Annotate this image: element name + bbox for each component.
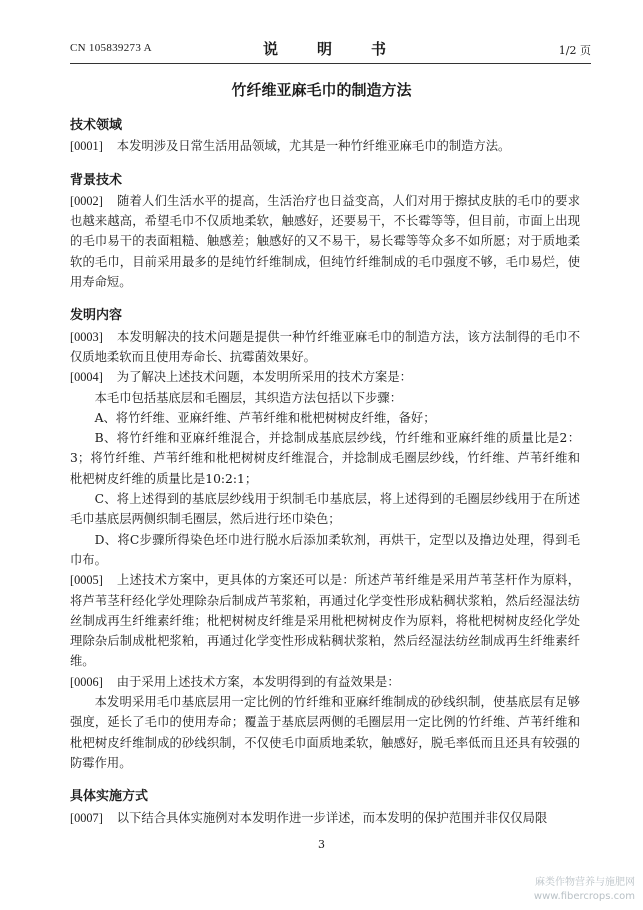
paragraph-number: [0005] — [70, 573, 103, 588]
paragraph-number: [0003] — [70, 329, 103, 344]
paragraph-0004 — [70, 367, 580, 387]
paragraph-text: 上述技术方案中，更具体的方案还可以是：所述芦苇纤维是采用芦苇茎杆作为原料，将芦苇茎秆经化学处理除杂后制成芦苇浆粕，再通过化学变性形成粘稠状浆粕，然后经湿法纺丝制成再生纤维素纤维；枇杷树树皮纤维是采用枇杷树树皮作为原料，将枇杷树树皮经化学处理除杂后制成枇杷浆粕，再通过化学变性形成粘稠状浆粕，然后经湿法纺丝制成再生纤维素纤维。 — [70, 573, 580, 669]
document-title: 竹纤维亚麻毛巾的制造方法 — [231, 81, 412, 99]
section-heading-embodiment: 具体实施方式 — [70, 789, 149, 805]
publication-number: CN 105839273 A — [70, 42, 152, 54]
paragraph-number: [0002] — [70, 193, 103, 208]
paragraph-0001 — [70, 136, 580, 156]
paragraph-text: 为了解决上述技术问题，本发明所采用的技术方案是： — [116, 370, 412, 385]
watermark-url: www.fibercrops.com — [533, 891, 635, 902]
document-body — [70, 116, 580, 828]
section-heading-summary: 发明内容 — [70, 308, 123, 324]
method-step-c: C、将上述得到的基底层纱线用于织制毛巾基底层，将上述得到的毛圈层纱线用于在所述毛巾基底层两侧织制毛圈层，然后进行坯巾染色； — [70, 492, 580, 527]
document-type: 说 明 书 — [262, 40, 398, 58]
beneficial-effect: 本发明采用毛巾基底层用一定比例的竹纤维和亚麻纤维制成的砂线织制，使基底层有足够强度，延长了毛巾的使用寿命；覆盖于基底层两侧的毛圈层用一定比例的竹纤维、芦苇纤维和枇杷树皮纤维制成的砂线织制，不仅使毛巾面质地柔软，触感好，脱毛率低而且还具有较强的防霉作用。 — [70, 695, 580, 770]
paragraph-text: 本发明涉及日常生活用品领域，尤其是一种竹纤维亚麻毛巾的制造方法。 — [116, 139, 511, 154]
page-header — [70, 38, 591, 60]
paragraph-text: 随着人们生活水平的提高，生活治疗也日益变高，人们对用于擦拭皮肤的毛巾的要求也越来越高，希望毛巾不仅质地柔软，触感好，还要易干，不长霉等等，但目前，市面上出现的毛巾易干的表面粗糙、触感差；触感好的又不易干，易长霉等等众多不如所愿；对于质地柔软的毛巾，目前采用最多的是纯竹纤维制成，但纯竹纤维制成的毛巾强度不够，毛巾易烂，使用寿命短。 — [70, 193, 580, 290]
paragraph-0006 — [70, 672, 580, 692]
method-step-d: D、将C步骤所得染色坯巾进行脱水后添加柔软剂，再烘干，定型以及撸边处理，得到毛巾布。 — [70, 532, 580, 567]
method-step-b: B、将竹纤维和亚麻纤维混合，并捻制成基底层纱线，竹纤维和亚麻纤维的质量比是2：3；将竹纤维、芦苇纤维和枇杷树树皮纤维混合，并捻制成毛圈层纱线，竹纤维、芦苇纤维和枇杷树皮纤维的质量比是10:2:1； — [70, 431, 580, 486]
paragraph-number: [0004] — [70, 370, 103, 385]
page-number: 3 — [318, 838, 325, 851]
paragraph-0002 — [70, 191, 580, 292]
watermark — [534, 876, 635, 904]
paragraph-text: 以下结合具体实施例对本发明作进一步详述，而本发明的保护范围并非仅仅局限 — [116, 810, 548, 825]
paragraph-text: 本发明解决的技术问题是提供一种竹纤维亚麻毛巾的制造方法，该方法制得的毛巾不仅质地柔软而且使用寿命长、抗霉菌效果好。 — [70, 329, 580, 364]
method-intro: 本毛巾包括基底层和毛圈层，其织造方法包括以下步骤： — [94, 390, 403, 405]
paragraph-0007 — [70, 808, 580, 828]
method-step-a: A、将竹纤维、亚麻纤维、芦苇纤维和枇杷树树皮纤维，备好； — [94, 410, 436, 425]
section-heading-background: 背景技术 — [70, 172, 123, 188]
section-heading-field: 技术领域 — [70, 118, 123, 133]
paragraph-0005 — [70, 570, 580, 671]
paragraph-0003 — [70, 327, 580, 368]
watermark-site-name: 麻类作物营养与施肥网 — [535, 877, 635, 888]
paragraph-number: [0006] — [70, 674, 103, 689]
page-count: 1/2 页 — [558, 44, 591, 57]
paragraph-number: [0007] — [70, 810, 103, 825]
paragraph-number: [0001] — [70, 139, 103, 154]
paragraph-text: 由于采用上述技术方案，本发明得到的有益效果是： — [116, 674, 400, 689]
header-divider — [70, 63, 591, 64]
